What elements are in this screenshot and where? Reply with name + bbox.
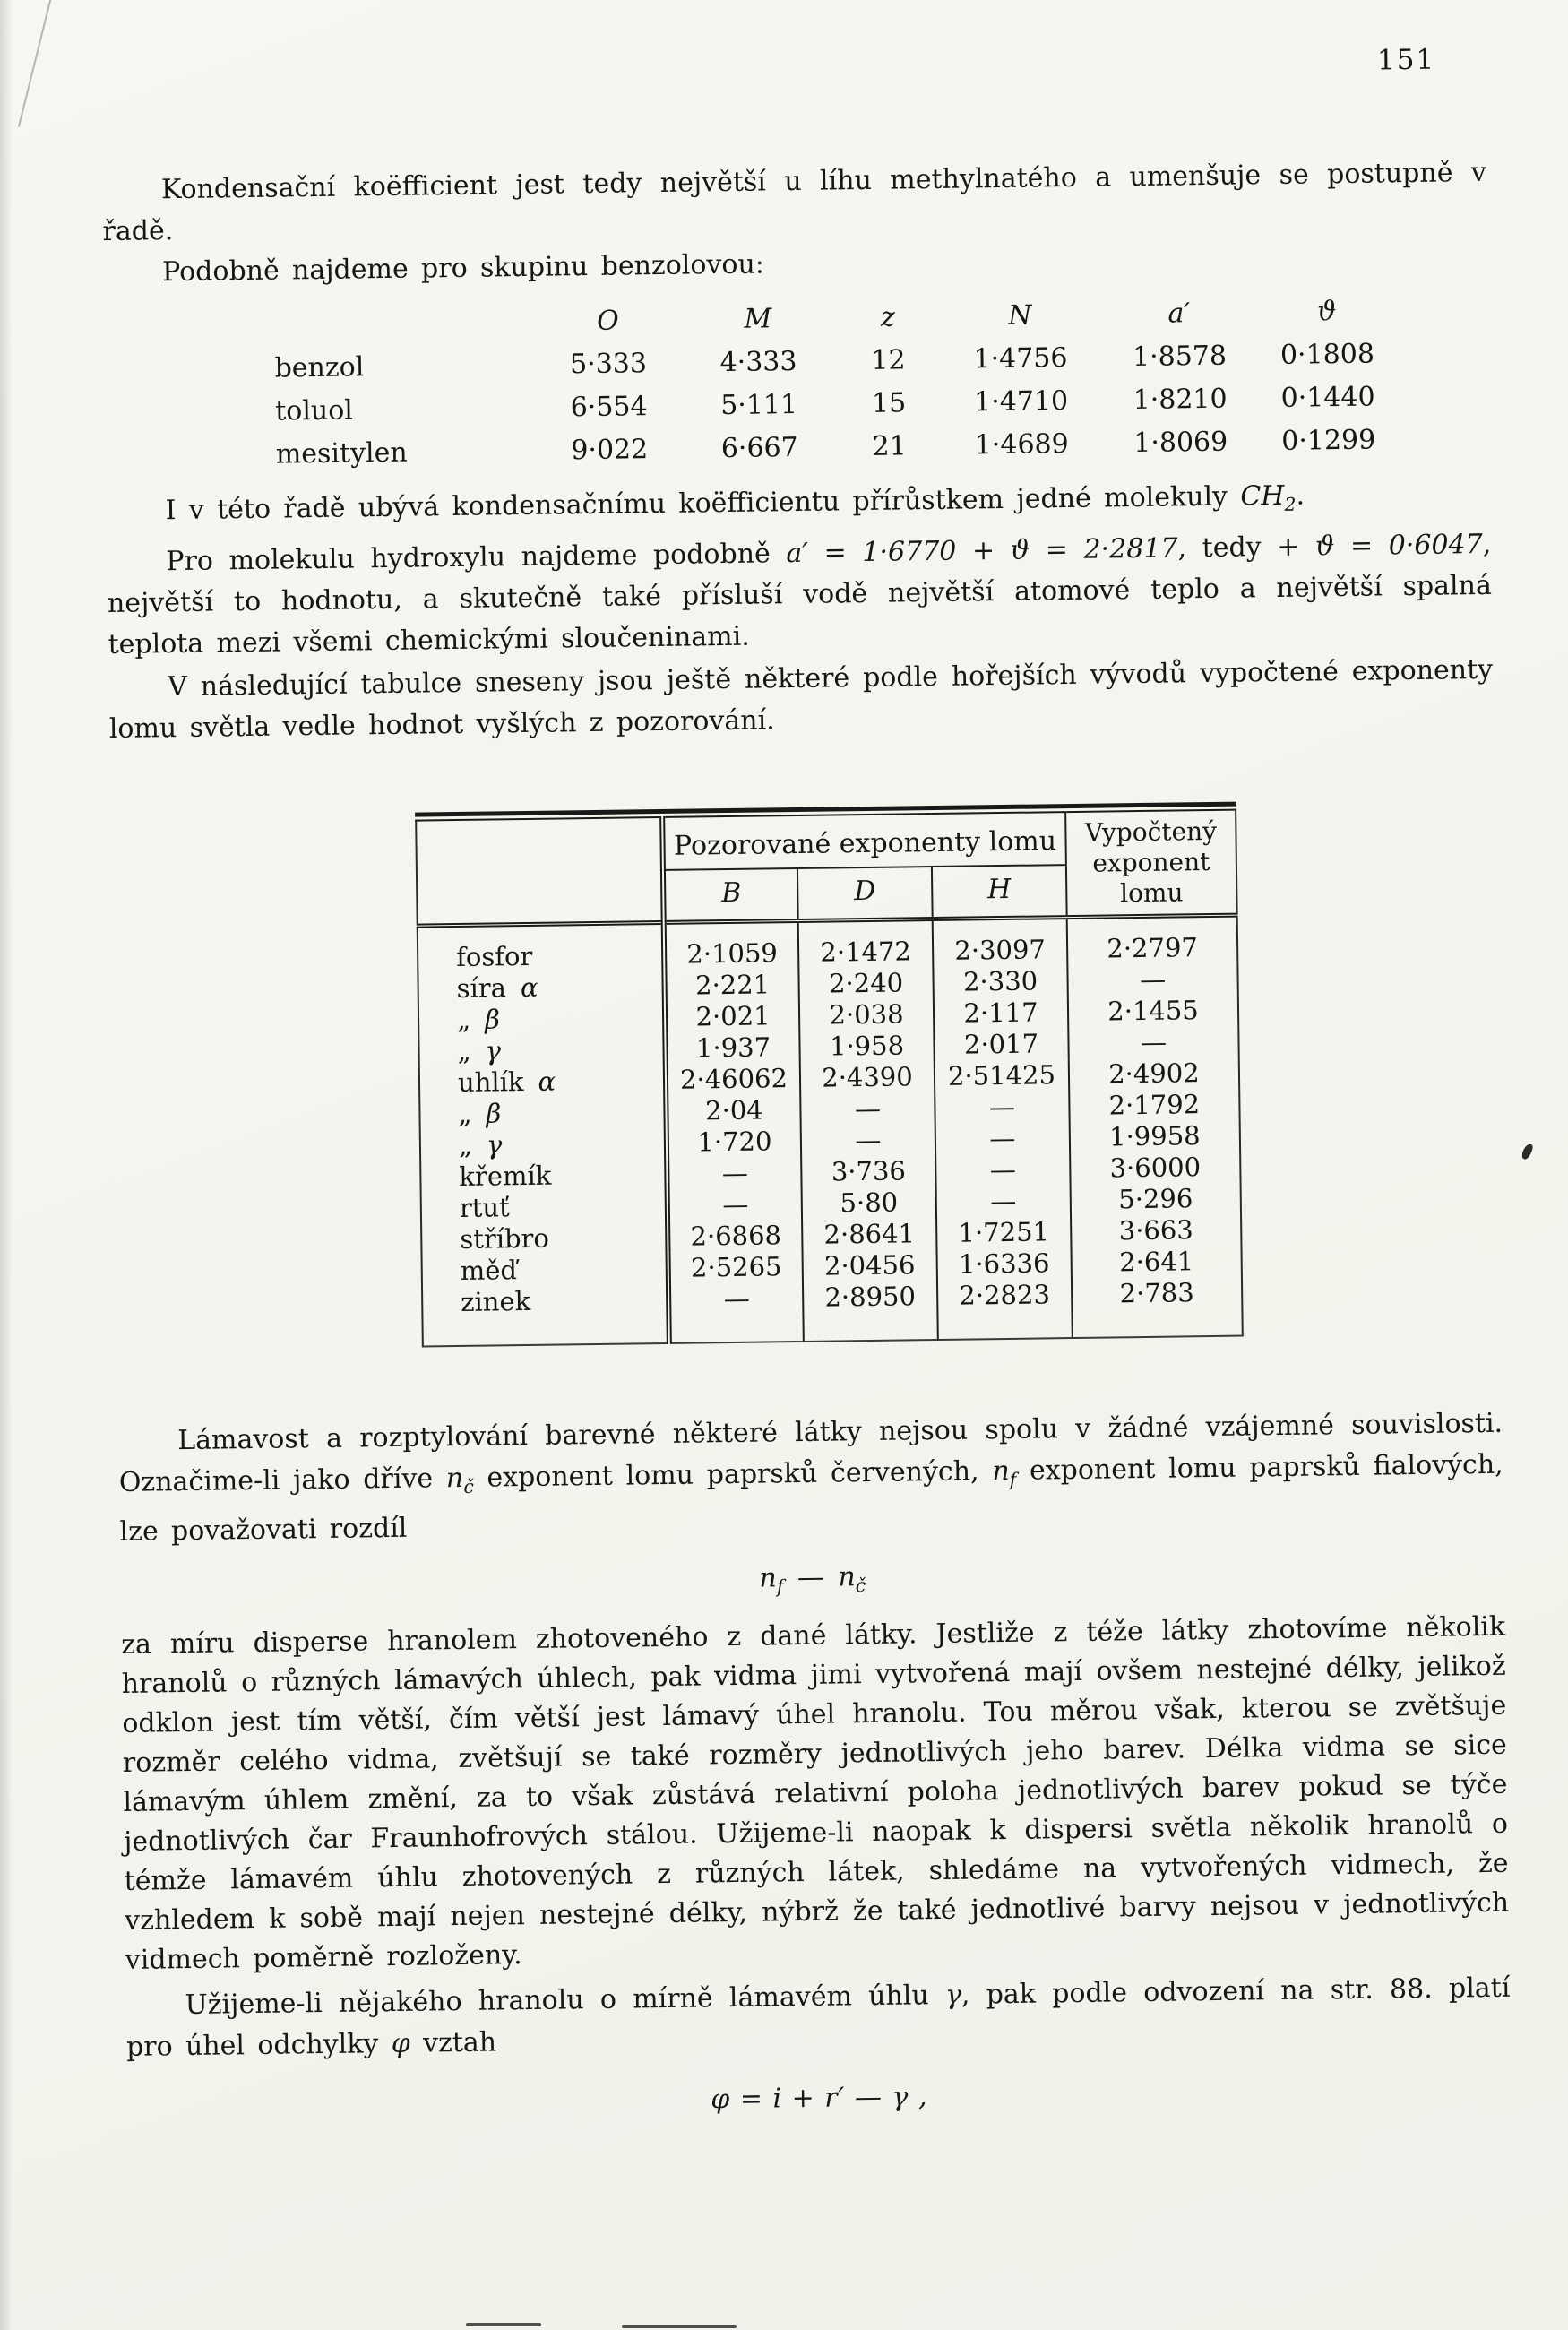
formula-a-theta: a′ = 1·6770 + ϑ = 2·2817 (786, 532, 1178, 570)
cell: 1·4710 (973, 385, 1069, 419)
cell: 2·1472 (798, 919, 934, 969)
cell: 2·4390 (800, 1061, 935, 1094)
cell: 6·554 (570, 391, 648, 424)
cell: 4·333 (719, 345, 797, 379)
scan-edge-artifact (466, 2323, 541, 2326)
cell: 2·038 (799, 998, 934, 1031)
cell: 3·6000 (1070, 1152, 1240, 1185)
benzol-group-table (274, 289, 1396, 476)
cell: 0·1808 (1279, 338, 1375, 371)
cell: 2·3097 (933, 918, 1068, 967)
page-number: 151 (1376, 43, 1436, 77)
col-header-M: M (744, 303, 772, 335)
formula-theta-value: + ϑ = 0·6047 (1276, 528, 1483, 563)
cell: — (935, 1153, 1070, 1187)
paragraph-kondensacni: Kondensační koëfficient jest tedy největší u líhu methylnatého a umenšuje se postupně v řadě. (102, 156, 1487, 248)
var-n: n (838, 1561, 856, 1593)
row-label: měď (422, 1253, 668, 1288)
cell: 2·017 (934, 1028, 1068, 1061)
row-label: síra α (418, 971, 664, 1005)
cell: 1·6336 (937, 1247, 1072, 1281)
cell: 2·5265 (690, 1251, 782, 1283)
row-label: „ γ (420, 1127, 667, 1162)
col-header-vypocteny: Vypočtený exponent lomu (1065, 810, 1237, 918)
row-label: „ β (418, 1002, 665, 1037)
cell: 2·021 (695, 1000, 771, 1032)
table-row (422, 1277, 1243, 1347)
cell: 5·296 (1071, 1183, 1241, 1216)
cell: — (801, 1124, 935, 1157)
col-header-D: D (797, 867, 933, 920)
sub-f: f (776, 1575, 784, 1598)
cell: 2·51425 (935, 1059, 1069, 1092)
cell: — (800, 1092, 935, 1126)
cell: 0·1440 (1280, 381, 1375, 414)
cell: 2·117 (934, 997, 1068, 1030)
paragraph-podobne: Podobně najdeme pro skupinu benzolovou: (161, 248, 765, 289)
row-label: rtuť (421, 1190, 668, 1225)
row-label: stříbro (421, 1221, 668, 1256)
minus-operator: — (788, 1561, 833, 1594)
col-header-a: a′ (1167, 298, 1191, 330)
row-label: mesitylen (275, 436, 408, 470)
cell: 1·4689 (974, 428, 1069, 462)
var-phi: φ (391, 2027, 410, 2060)
cell: 2·04 (704, 1094, 763, 1126)
empty-header-cell (274, 301, 535, 348)
col-header-O: O (596, 305, 619, 337)
group-header-pozorovane: Pozorované exponenty lomu (662, 812, 1066, 870)
cell: 0·1299 (1281, 424, 1376, 457)
cell: 5·80 (802, 1187, 936, 1220)
row-label: „ γ (418, 1033, 665, 1068)
var-gamma: γ (944, 1979, 962, 2011)
exponents-table (415, 809, 1244, 1348)
cell: — (935, 1091, 1069, 1124)
row-label: fosfor (418, 922, 665, 973)
cell: 5·111 (719, 388, 798, 422)
cell: 2·1059 (686, 937, 779, 970)
row-label: „ β (419, 1096, 666, 1131)
cell: 2·46062 (679, 1063, 788, 1095)
cell: 21 (872, 430, 908, 462)
cell: 9·022 (571, 434, 649, 467)
paragraph-lamavost (118, 1403, 1504, 1553)
formula-ch2-sub: 2 (1284, 493, 1297, 515)
paragraph-hranol (125, 1968, 1511, 2068)
cell: 1·7251 (936, 1216, 1071, 1249)
cell: 3·736 (801, 1155, 935, 1188)
cell: 2·4902 (1069, 1057, 1239, 1091)
text-run: Užijeme-li nějakého hranolu o mírně lámavém úhlu (185, 1979, 946, 2022)
text-run: , největší to hodnotu, a skutečně také přísluší vodě největší atomové teplo a největší spalná teplota mezi všemi chemickými sloučeninami. (107, 528, 1493, 661)
ink-mark-artifact (1521, 1143, 1535, 1161)
cell: — (936, 1185, 1071, 1218)
var-n-red: n (445, 1462, 464, 1495)
cell: 1·4756 (973, 342, 1068, 375)
formula-ch2: CH (1240, 479, 1285, 513)
cell: 2·2797 (1067, 915, 1238, 965)
var-n-violet: n (992, 1454, 1010, 1488)
cell: — (722, 1188, 749, 1221)
scan-crease-artifact (18, 0, 52, 127)
text-run: vztah (409, 2026, 497, 2059)
text-run: I v této řadě ubývá kondensačnímu koëfficientu přírůstkem jedné molekuly (165, 480, 1241, 527)
paragraph-tabulka-uvod: V následující tabulce sneseny jsou ještě některé podle hořejších vývodů vypočtené exponenty lomu světla vedle hodnot vyšlých z pozorování. (108, 653, 1494, 746)
cell: 2·6868 (690, 1220, 782, 1252)
cell: 2·641 (1071, 1246, 1241, 1279)
formula-nf-minus-nc (120, 1553, 1504, 1606)
cell: 2·8950 (803, 1281, 938, 1342)
text-run: . (1296, 479, 1305, 512)
cell: 2·2823 (937, 1279, 1073, 1340)
cell: 1·937 (695, 1031, 771, 1064)
text-run: Lámavost a rozptylování barevné některé látky nejsou spolu v žádné vzájemné souvislosti. Označime-li jako dříve (118, 1407, 1503, 1498)
row-label: křemík (420, 1159, 667, 1194)
cell: 2·240 (798, 967, 933, 1000)
text-run: , pak podle odvození na str. 88. platí pro úhel odchylky (125, 1972, 1511, 2063)
cell: — (721, 1157, 749, 1189)
paragraph-hydroxyl (107, 524, 1493, 666)
cell: 2·8641 (802, 1218, 936, 1251)
col-header-z: z (880, 301, 896, 333)
cell: 2·0456 (803, 1249, 937, 1282)
row-label: uhlík α (419, 1065, 666, 1100)
table-group-header-row (416, 810, 1236, 874)
cell: — (935, 1122, 1070, 1155)
text-run: exponent lomu paprsků fialových, lze považovati rozdíl (119, 1448, 1503, 1548)
cell: 1·720 (697, 1126, 772, 1158)
cell: 6·667 (720, 431, 798, 465)
deviation-angle-formula: φ = i + r′ — γ , (711, 2081, 928, 2116)
cell: 2·1455 (1068, 995, 1238, 1028)
row-label: toluol (274, 394, 354, 427)
cell: 2·783 (1072, 1277, 1243, 1338)
var-n-violet-sub: f (1009, 1468, 1017, 1490)
cell: 1·8069 (1133, 426, 1228, 460)
sub-c: č (855, 1575, 866, 1597)
cell: 15 (871, 387, 907, 419)
text-run: , tedy (1177, 531, 1278, 565)
col-header-theta: ϑ (1316, 296, 1337, 328)
formula-phi-equation (127, 2074, 1512, 2123)
paragraph-disperse: za míru disperse hranolem zhotoveného z dané látky. Jestliže z téže látky zhotovíme několik hranolů o různých lámavých úhlech, pak vidma jimi vytvořená mají ovšem nestejné délky, jelikož odklon jest tím větší, čím větší jest lámavý úhel hranolu. Tou měrou však, kterou se zvětšuje rozměr celého vidma, zvětšují se také rozměry jednotlivých jeho barev. Délka vidma se sice lámavým úhlem změní, za to však zůstává relativní poloha jednotlivých barev pokud se týče jednotlivých čar Fraunhofrových stálou. Užijeme-li naopak k dispersi světla několik hranolů o témže lámavém úhlu zhotovených z různých látek, shledáme na vytvořených vidmech, že vzhledem k sobě mají nejen nestejné délky, nýbrž že také jednotlivé barvy nejsou v jednotlivých vidmech poměrně rozloženy. (120, 1610, 1510, 1976)
var-n: n (759, 1562, 777, 1594)
cell: 3·663 (1071, 1214, 1241, 1247)
cell: 2·1792 (1069, 1089, 1239, 1122)
row-label: zinek (422, 1284, 669, 1347)
text-run: exponent lomu paprsků červených, (473, 1455, 993, 1494)
empty-header-cell (416, 817, 664, 926)
col-header-N: N (1008, 299, 1032, 332)
col-header-H: H (932, 865, 1067, 919)
cell: 1·8578 (1132, 340, 1228, 374)
cell: 12 (871, 344, 906, 376)
row-label: benzol (274, 351, 365, 384)
page-content (100, 43, 1512, 2143)
exponents-table-wrap (415, 802, 1244, 1348)
col-header-B: B (663, 868, 798, 922)
cell: 2·330 (933, 965, 1067, 998)
cell: — (723, 1282, 750, 1315)
cell: 5·333 (569, 348, 648, 381)
cell: — (1067, 963, 1237, 997)
cell: 1·9958 (1070, 1120, 1240, 1153)
scan-edge-artifact (622, 2325, 737, 2328)
var-n-red-sub: č (463, 1475, 474, 1497)
cell: 2·221 (694, 969, 771, 1001)
text-run: Pro molekulu hydroxylu najdeme podobně (166, 538, 787, 578)
cell: 1·8210 (1133, 383, 1228, 417)
cell: — (1068, 1026, 1238, 1059)
cell: 1·958 (799, 1030, 934, 1063)
